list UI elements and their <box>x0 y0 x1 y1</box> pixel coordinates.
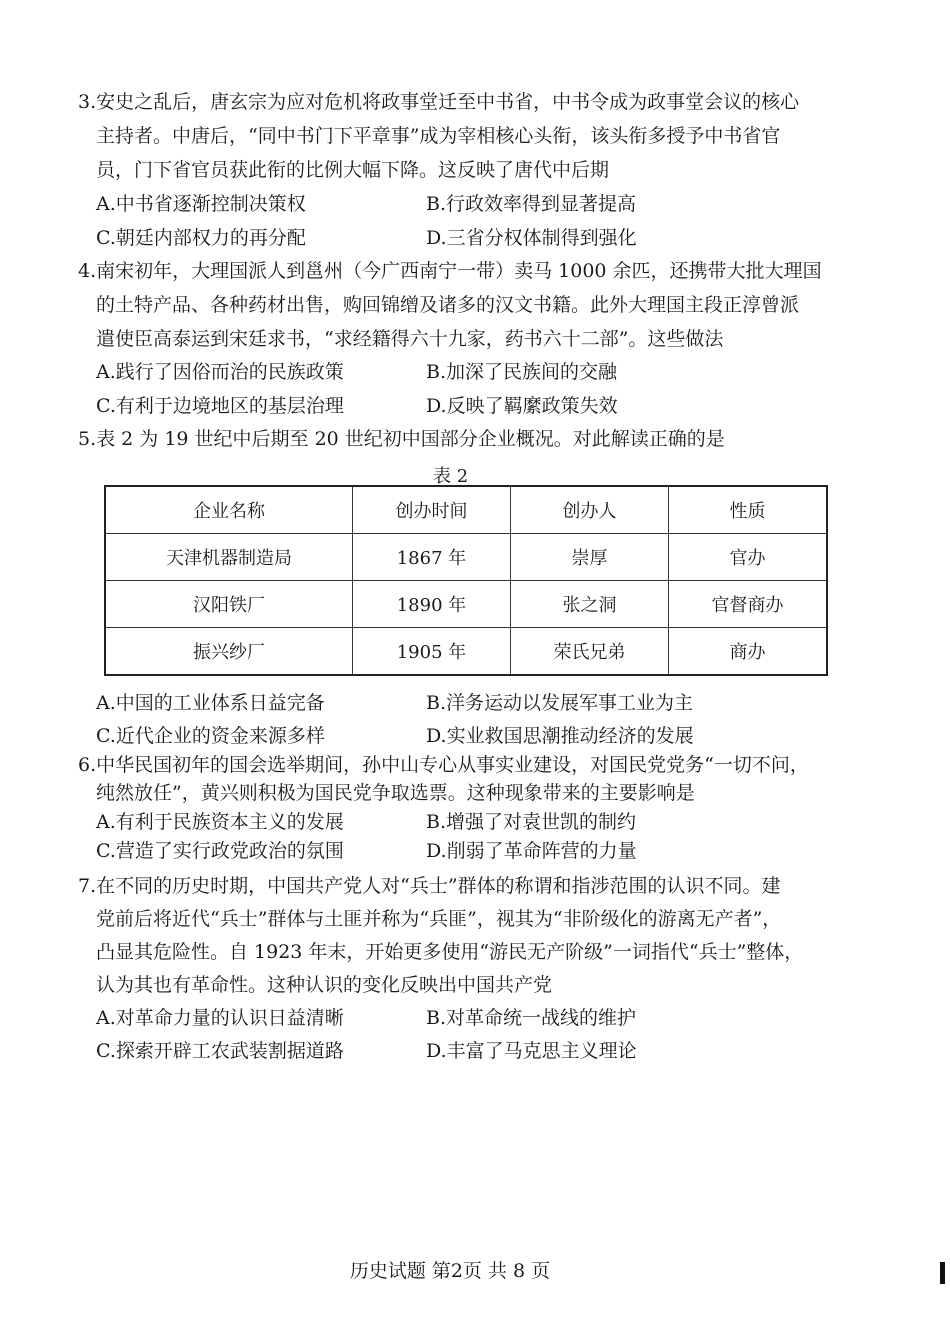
table-cell: 汉阳铁厂 <box>105 581 353 628</box>
option-d: D.丰富了马克思主义理论 <box>426 1040 637 1062</box>
table-row <box>105 534 827 581</box>
question-text: 7.在不同的历史时期，中国共产党人对“兵士”群体的称谓和指涉范围的认识不同。建 <box>78 875 781 897</box>
scan-mark <box>940 1262 945 1284</box>
table-cell: 天津机器制造局 <box>105 534 353 581</box>
table-header: 企业名称 <box>105 486 353 534</box>
question-text: 认为其也有革命性。这种认识的变化反映出中国共产党 <box>96 974 553 996</box>
page-footer: 历史试题 第2页 共 8 页 <box>349 1260 551 1282</box>
table-cell: 崇厚 <box>511 534 669 581</box>
option-a: A.践行了因俗而治的民族政策 <box>96 361 344 383</box>
option-d: D.三省分权体制得到强化 <box>426 227 637 249</box>
table-cell: 1890 年 <box>353 581 511 628</box>
question-text: 纯然放任”，黄兴则积极为国民党争取选票。这种现象带来的主要影响是 <box>96 782 695 804</box>
table-cell: 官办 <box>669 534 828 581</box>
option-d: D.实业救国思潮推动经济的发展 <box>426 725 694 747</box>
table-cell: 振兴纱厂 <box>105 628 353 676</box>
option-a: A.中国的工业体系日益完备 <box>96 692 325 714</box>
table-cell: 张之洞 <box>511 581 669 628</box>
table-header: 性质 <box>669 486 828 534</box>
question-text: 遣使臣高泰运到宋廷求书，“求经籍得六十九家，药书六十二部”。这些做法 <box>96 328 724 350</box>
question-text: 3.安史之乱后，唐玄宗为应对危机将政事堂迁至中书省，中书令成为政事堂会议的核心 <box>78 91 800 113</box>
table-header: 创办时间 <box>353 486 511 534</box>
question-text: 凸显其危险性。自 1923 年末，开始更多使用“游民无产阶级”一词指代“兵士”整体， <box>96 941 804 963</box>
option-a: A.对革命力量的认识日益清晰 <box>96 1007 344 1029</box>
option-d: D.反映了羁縻政策失效 <box>426 395 618 417</box>
question-text: 5.表 2 为 19 世纪中后期至 20 世纪初中国部分企业概况。对此解读正确的是 <box>78 428 725 450</box>
table-cell: 官督商办 <box>669 581 828 628</box>
table-cell: 1905 年 <box>353 628 511 676</box>
question-text: 员，门下省官员获此衔的比例大幅下降。这反映了唐代中后期 <box>96 159 610 181</box>
option-b: B.加深了民族间的交融 <box>426 361 618 383</box>
option-b: B.对革命统一战线的维护 <box>426 1007 637 1029</box>
option-c: C.朝廷内部权力的再分配 <box>96 227 306 249</box>
table-row <box>105 628 827 676</box>
option-c: C.营造了实行政党政治的氛围 <box>96 840 344 862</box>
option-c: C.探索开辟工农武装割据道路 <box>96 1040 344 1062</box>
enterprise-table <box>104 485 828 676</box>
option-b: B.洋务运动以发展军事工业为主 <box>426 692 694 714</box>
question-text: 党前后将近代“兵士”群体与土匪并称为“兵匪”，视其为“非阶级化的游离无产者”， <box>96 908 782 930</box>
option-c: C.有利于边境地区的基层治理 <box>96 395 344 417</box>
table-row <box>105 581 827 628</box>
option-a: A.有利于民族资本主义的发展 <box>96 811 344 833</box>
option-d: D.削弱了革命阵营的力量 <box>426 840 637 862</box>
question-text: 主持者。中唐后，“同中书门下平章事”成为宰相核心头衔，该头衔多授予中书省官 <box>96 125 781 147</box>
option-b: B.增强了对袁世凯的制约 <box>426 811 637 833</box>
table-cell: 荣氏兄弟 <box>511 628 669 676</box>
table-header: 创办人 <box>511 486 669 534</box>
question-text: 4.南宋初年，大理国派人到邕州（今广西南宁一带）卖马 1000 余匹，还携带大批大理国 <box>78 260 822 282</box>
table-cell: 商办 <box>669 628 828 676</box>
table-cell: 1867 年 <box>353 534 511 581</box>
option-a: A.中书省逐渐控制决策权 <box>96 193 306 215</box>
question-text: 6.中华民国初年的国会选举期间，孙中山专心从事实业建设，对国民党党务“一切不问， <box>78 754 809 776</box>
option-b: B.行政效率得到显著提高 <box>426 193 637 215</box>
table-header-row <box>105 486 827 534</box>
table-caption: 表 2 <box>433 466 469 487</box>
option-c: C.近代企业的资金来源多样 <box>96 725 325 747</box>
question-text: 的土特产品、各种药材出售，购回锦缯及诸多的汉文书籍。此外大理国主段正淳曾派 <box>96 294 800 316</box>
